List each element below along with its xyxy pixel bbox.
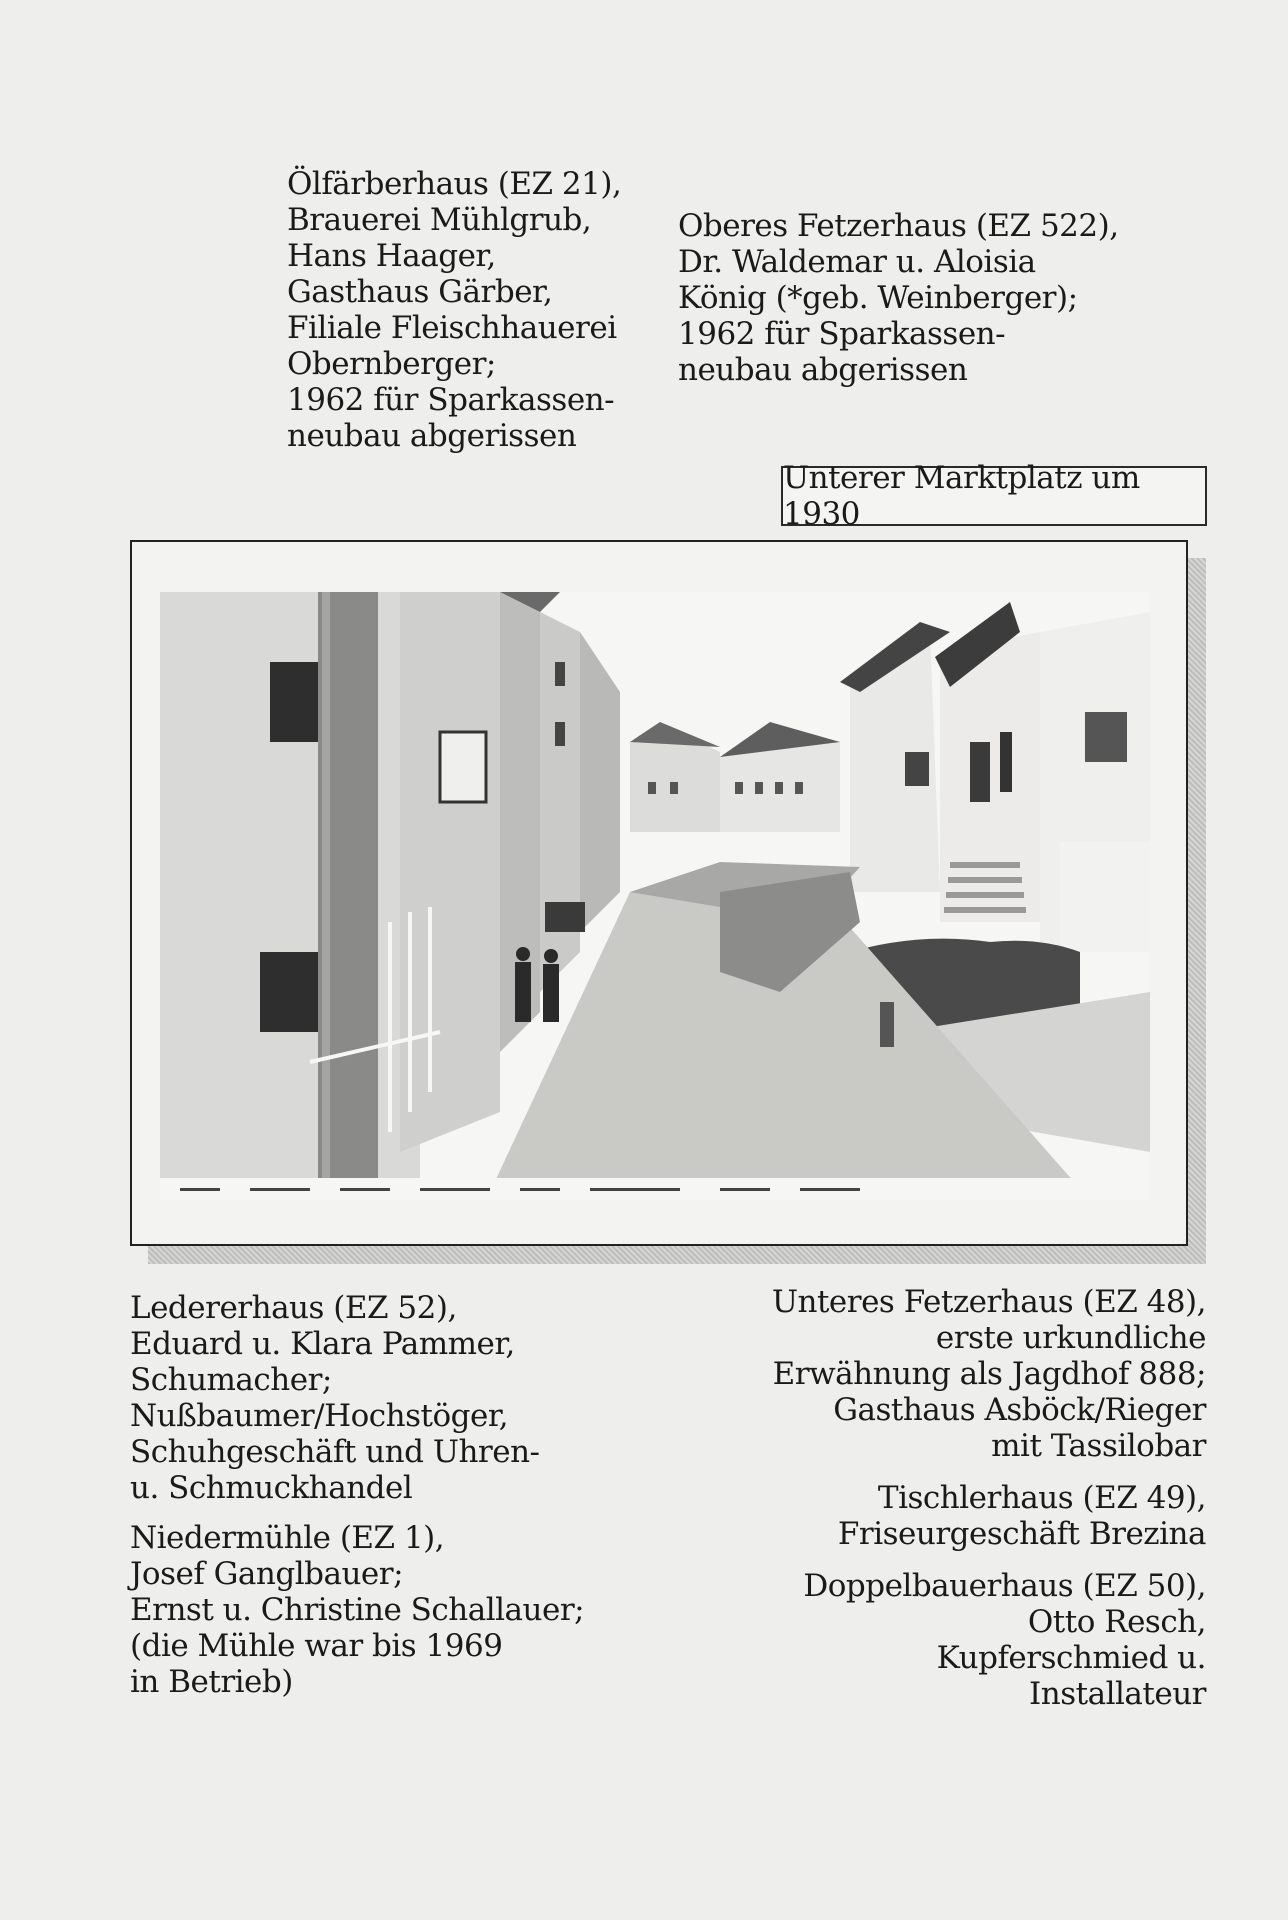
- photo-frame: [130, 540, 1188, 1246]
- text-line: 1962 für Sparkassen-: [287, 382, 615, 418]
- text-line: Josef Ganglbauer;: [130, 1556, 404, 1592]
- text-line: Ernst u. Christine Schallauer;: [130, 1592, 585, 1628]
- text-block-oelfaerberhaus: [287, 166, 627, 454]
- photo-caption: Unterer Marktplatz um 1930: [781, 466, 1207, 526]
- text-block-bottom-left: [130, 1290, 650, 1700]
- text-line: (die Mühle war bis 1969: [130, 1628, 503, 1664]
- text-line: Ledererhaus (EZ 52),: [130, 1290, 457, 1326]
- text-line: Hans Haager,: [287, 238, 496, 274]
- text-line: neubau abgerissen: [678, 352, 968, 388]
- text-line: König (*geb. Weinberger);: [678, 280, 1078, 316]
- text-line: Dr. Waldemar u. Aloisia: [678, 244, 1036, 280]
- text-line: mit Tassilobar: [991, 1428, 1206, 1464]
- text-line: Gasthaus Asböck/Rieger: [833, 1392, 1206, 1428]
- text-line: Filiale Fleischhauerei: [287, 310, 617, 346]
- text-line: Gasthaus Gärber,: [287, 274, 553, 310]
- text-line: Tischlerhaus (EZ 49),: [877, 1480, 1206, 1516]
- text-line: 1962 für Sparkassen-: [678, 316, 1006, 352]
- text-line: u. Schmuckhandel: [130, 1470, 413, 1506]
- text-paragraph-ledererhaus: [130, 1290, 650, 1506]
- text-line: Nußbaumer/Hochstöger,: [130, 1398, 509, 1434]
- text-line: Eduard u. Klara Pammer,: [130, 1326, 515, 1362]
- text-line: Ölfärberhaus (EZ 21),: [287, 166, 622, 202]
- text-line: Brauerei Mühlgrub,: [287, 202, 592, 238]
- text-line: Obernberger;: [287, 346, 496, 382]
- text-line: Niedermühle (EZ 1),: [130, 1520, 445, 1556]
- text-line: Unteres Fetzerhaus (EZ 48),: [771, 1284, 1206, 1320]
- text-block-oberes-fetzerhaus: [678, 208, 1238, 388]
- text-paragraph-unteres-fetzerhaus: [700, 1284, 1206, 1464]
- text-line: neubau abgerissen: [287, 418, 577, 454]
- text-line: in Betrieb): [130, 1664, 293, 1700]
- text-line: erste urkundliche: [935, 1320, 1206, 1356]
- text-paragraph-niedermuehle: [130, 1520, 650, 1700]
- text-line: Oberes Fetzerhaus (EZ 522),: [678, 208, 1119, 244]
- text-block-bottom-right: [700, 1284, 1206, 1712]
- text-line: Installateur: [1029, 1676, 1206, 1712]
- text-line: Otto Resch,: [1027, 1604, 1206, 1640]
- text-line: Doppelbauerhaus (EZ 50),: [803, 1568, 1206, 1604]
- text-line: Schuhgeschäft und Uhren-: [130, 1434, 540, 1470]
- text-line: Erwähnung als Jagdhof 888;: [772, 1356, 1206, 1392]
- historic-street-photo: [160, 592, 1150, 1200]
- text-line: Kupferschmied u.: [936, 1640, 1206, 1676]
- text-paragraph-doppelbauerhaus: [700, 1568, 1206, 1712]
- text-line: Schumacher;: [130, 1362, 332, 1398]
- text-paragraph-tischlerhaus: [700, 1480, 1206, 1552]
- text-line: Friseurgeschäft Brezina: [837, 1516, 1206, 1552]
